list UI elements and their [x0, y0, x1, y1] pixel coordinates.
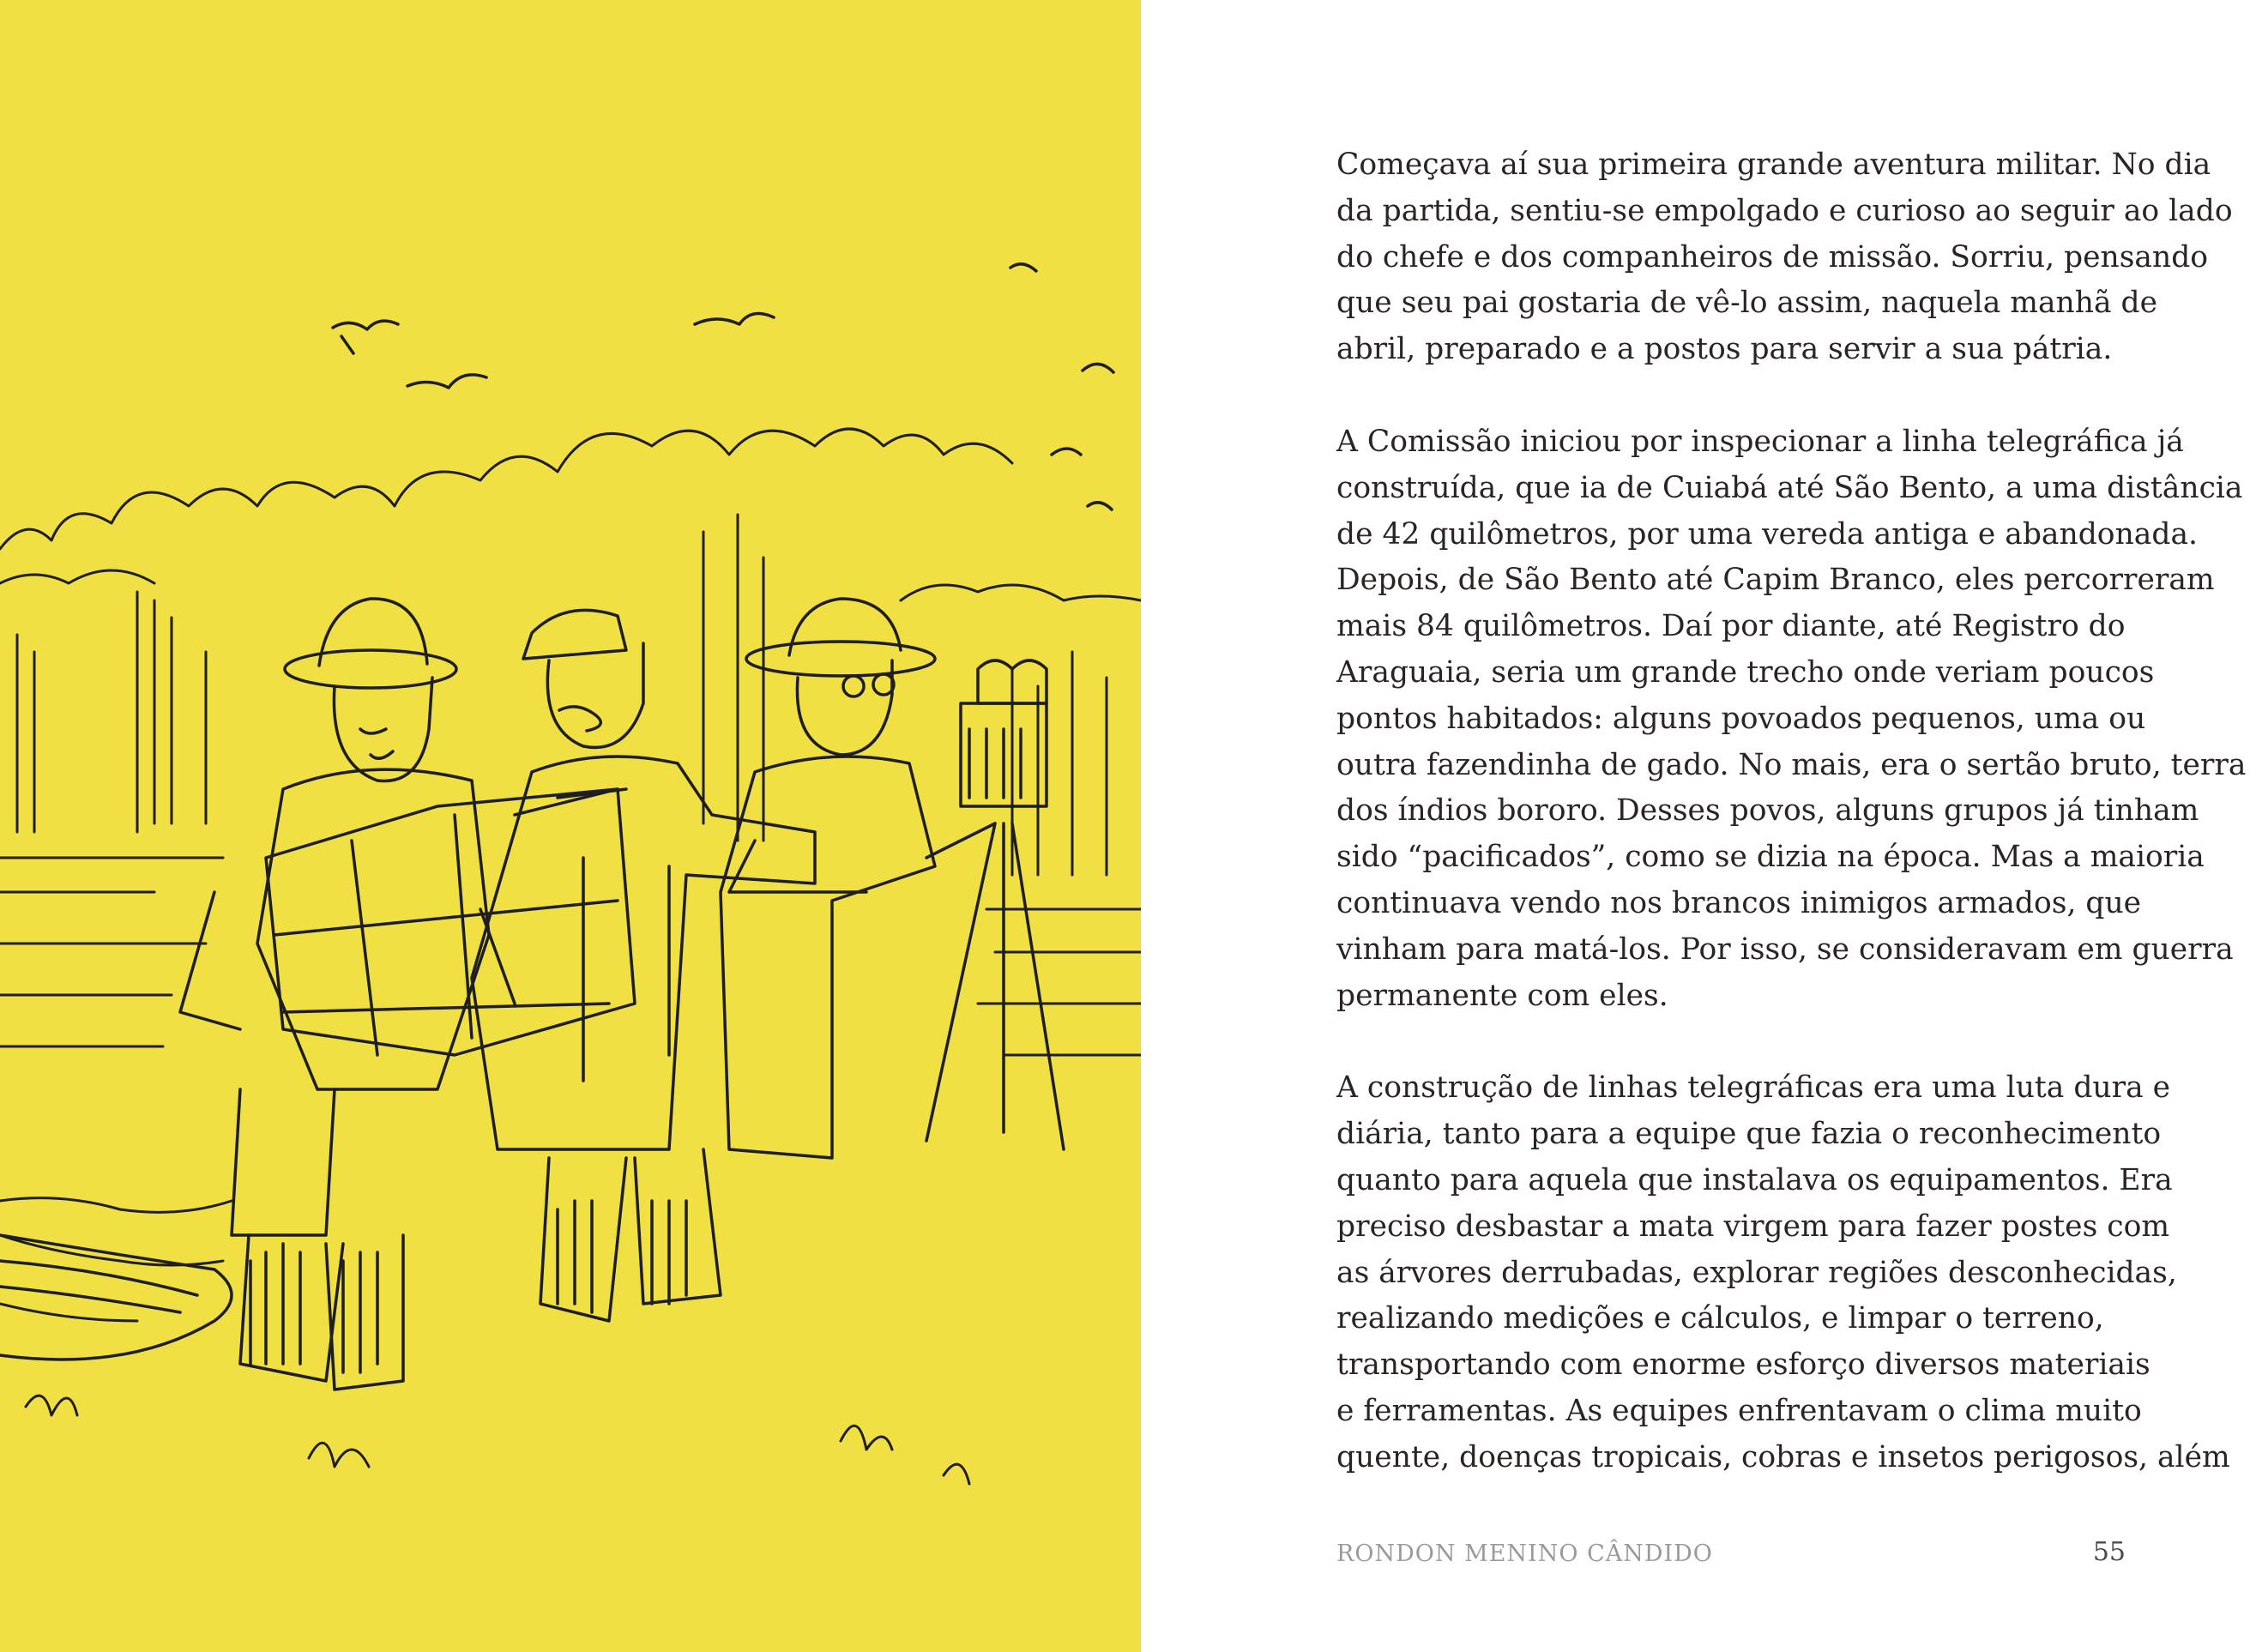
- page-number: 55: [2092, 1537, 2126, 1567]
- text-line: quanto para aquela que instalava os equipamentos. Era: [1336, 1162, 2173, 1197]
- text-line: transportando com enorme esforço diversos materiais: [1336, 1348, 2150, 1383]
- paragraph: [1336, 142, 2233, 373]
- text-line: Depois, de São Bento até Capim Branco, eles percorreram: [1336, 563, 2215, 598]
- text-line: Araguaia, seria um grande trecho onde veriam poucos: [1336, 654, 2155, 690]
- text-line: A Comissão iniciou por inspecionar a linha telegráfica já: [1336, 424, 2184, 459]
- text-line: realizando medições e cálculos, e limpar o terreno,: [1336, 1301, 2104, 1336]
- paragraph: [1336, 419, 2247, 1019]
- text-line: as árvores derrubadas, explorar regiões desconhecidas,: [1336, 1255, 2177, 1290]
- paragraph: [1336, 1065, 2230, 1480]
- text-line: permanente com eles.: [1336, 978, 1668, 1013]
- ground-sketch: [0, 858, 1141, 1484]
- text-line: de 42 quilômetros, por uma vereda antiga e abandonada.: [1336, 516, 2198, 552]
- text-line: abril, preparado e a postos para servir a sua pátria.: [1336, 332, 2113, 367]
- boat-sketch: [0, 1235, 232, 1360]
- text-line: dos índios bororo. Desses povos, alguns grupos já tinham: [1336, 793, 2199, 829]
- text-line: mais 84 quilômetros. Daí por diante, até Registro do: [1336, 609, 2126, 644]
- text-line: continuava vendo nos brancos inimigos armados, que: [1336, 885, 2142, 920]
- text-line: vinham para matá-los. Por isso, se consideravam em guerra: [1336, 932, 2234, 967]
- text-line: que seu pai gostaria de vê-lo assim, naquela manhã de: [1336, 286, 2158, 321]
- text-line: A construção de linhas telegráficas era uma luta dura e: [1336, 1070, 2171, 1106]
- treeline-sketch: [0, 429, 1141, 875]
- text-line: diária, tanto para a equipe que fazia o reconhecimento: [1336, 1117, 2162, 1152]
- explorer-with-map-sketch: [180, 599, 635, 1390]
- text-line: do chefe e dos companheiros de missão. Sorriu, pensando: [1336, 239, 2209, 274]
- text-line: construída, que ia de Cuiabá até São Bento, a uma distância: [1336, 470, 2243, 505]
- text-line: outra fazendinha de gado. No mais, era o sertão bruto, terra: [1336, 747, 2247, 782]
- text-line: e ferramentas. As equipes enfrentavam o clima muito: [1336, 1393, 2142, 1428]
- text-page: [1141, 0, 2256, 1652]
- body-text: [1336, 142, 2247, 1528]
- text-line: quente, doenças tropicais, cobras e insetos perigosos, além: [1336, 1439, 2230, 1474]
- text-line: pontos habitados: alguns povoados pequenos, uma ou: [1336, 701, 2146, 736]
- running-footer-title: RONDON MENINO CÂNDIDO: [1336, 1540, 1713, 1567]
- text-line: sido “pacificados”, como se dizia na época. Mas a maioria: [1336, 840, 2205, 875]
- text-line: preciso desbastar a mata virgem para fazer postes com: [1336, 1209, 2170, 1244]
- text-line: Começava aí sua primeira grande aventura militar. No dia: [1336, 148, 2211, 182]
- text-line: da partida, sentiu-se empolgado e curioso ao seguir ao lado: [1336, 193, 2233, 228]
